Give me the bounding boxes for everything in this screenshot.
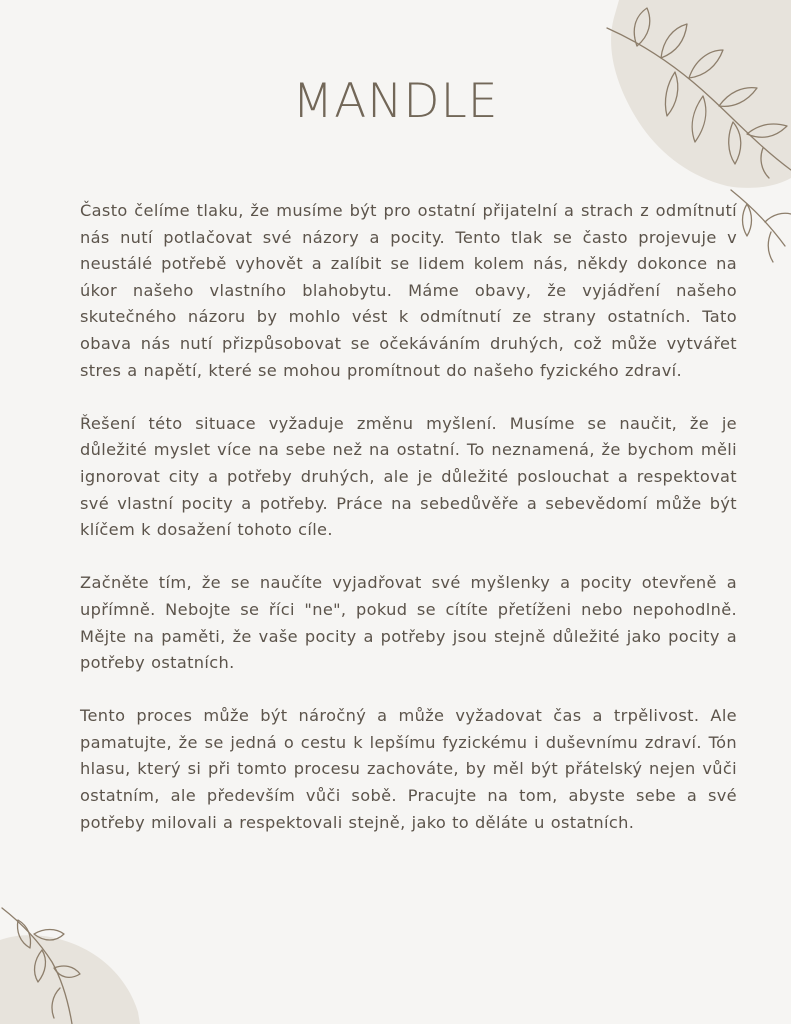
article-body	[80, 198, 737, 863]
paragraph: Řešení této situace vyžaduje změnu myšlení. Musíme se naučit, že je důležité myslet více na sebe než na ostatní. To neznamená, že bychom měli ignorovat city a potřeby druhých, ale je důležité poslouchat a respektovat své vlastní pocity a potřeby. Práce na sebedůvěře a sebevědomí může být klíčem k dosažení tohoto cíle.	[80, 413, 737, 540]
branch-icon	[2, 908, 80, 1024]
beige-blob-shape	[0, 935, 140, 1024]
leaf-branch-bottom-illustration	[0, 904, 150, 1024]
paragraph: Tento proces může být náročný a může vyžadovat čas a trpělivost. Ale pamatujte, že se jedná o cestu k lepšímu fyzickému i duševnímu zdraví. Tón hlasu, který si při tomto procesu zachováte, by měl být přátelský nejen vůči ostatním, ale především vůči sobě. Pracujte na tom, abyste sebe a své potřeby milovali a respektovali stejně, jako to děláte u ostatních.	[80, 706, 737, 832]
paragraph: Začněte tím, že se naučíte vyjadřovat své myšlenky a pocity otevřeně a upřímně. Nebojte se říci "ne", pokud se cítíte přetíženi nebo nepohodlně. Mějte na paměti, že vaše pocity a potřeby jsou stejně důležité jako pocity a potřeby ostatních.	[80, 573, 737, 673]
paragraph: Často čelíme tlaku, že musíme být pro ostatní přijatelní a strach z odmítnutí nás nutí potlačovat své názory a pocity. Tento tlak se často projevuje v neustálé potřebě vyhovět a zalíbit se lidem kolem nás, někdy dokonce na úkor našeho vlastního blahobytu. Máme obavy, že vyjádření našeho skutečného názoru by mohlo vést k odmítnutí ze strany ostatních. Tato obava nás nutí přizpůsobovat se očekáváním druhých, což může vytvářet stres a napětí, které se mohou promítnout do našeho fyzického zdraví.	[80, 201, 737, 380]
page-title: MANDLE	[292, 74, 499, 129]
